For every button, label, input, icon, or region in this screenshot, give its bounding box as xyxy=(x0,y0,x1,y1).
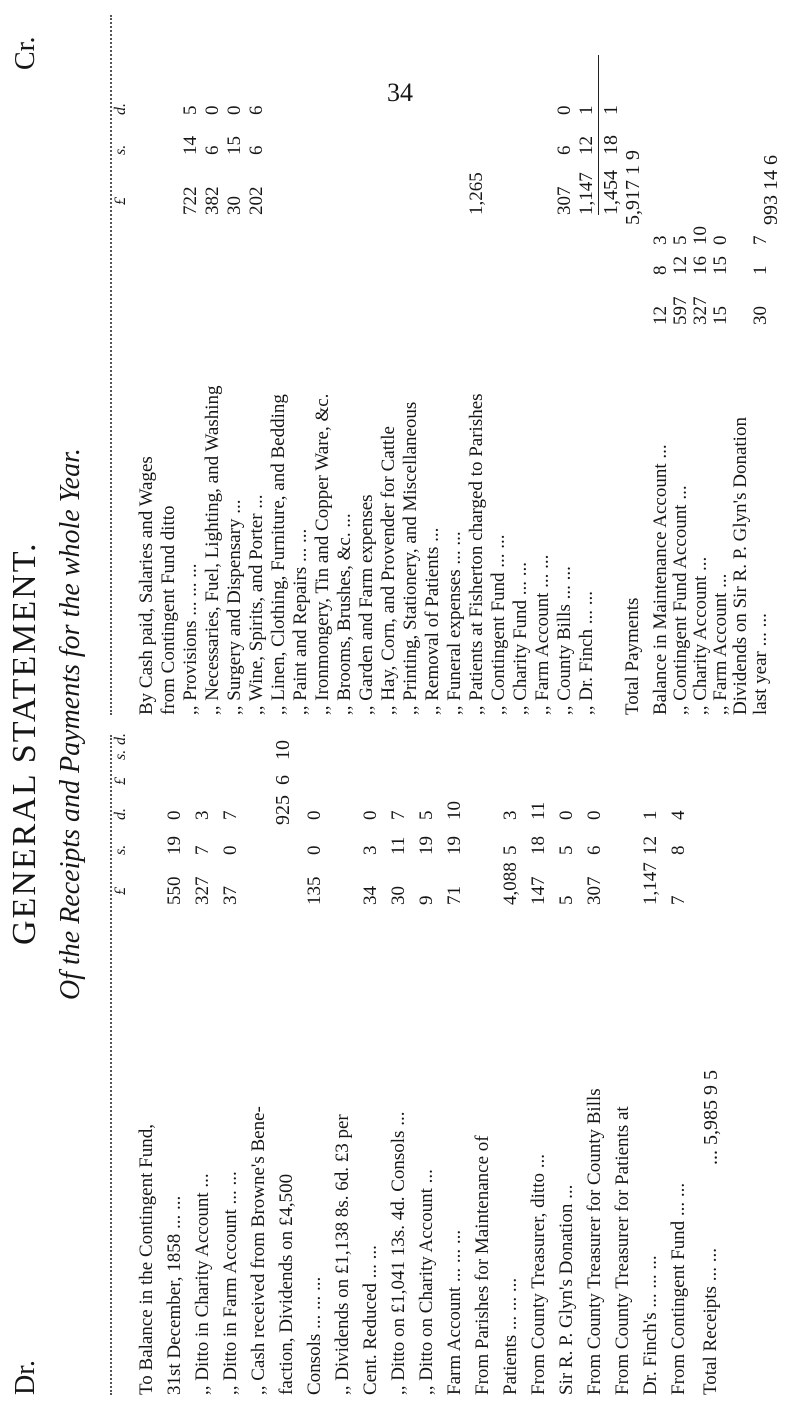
payments-header-shillings: s. xyxy=(112,144,129,155)
receipt-pounds: 327 xyxy=(192,876,213,905)
receipt-pence: 0 xyxy=(164,810,185,820)
balance-description: ,, Charity Account ... xyxy=(690,556,711,715)
receipts-header-shillings: s. xyxy=(112,844,129,855)
balance-shillings: 12 xyxy=(670,256,691,275)
balance-shillings: 16 xyxy=(690,256,711,275)
receipt-pounds: 307 xyxy=(584,876,605,905)
payment-shillings: 12 xyxy=(576,136,597,155)
payment-pence: 0 xyxy=(202,105,223,115)
receipt-shillings: 19 xyxy=(416,836,437,855)
receipts-subtotal-pence: 10 xyxy=(272,740,294,760)
receipt-description: ,, Ditto in Charity Account ... xyxy=(192,1173,213,1395)
receipt-pounds: 5 xyxy=(556,895,577,905)
receipt-shillings: 3 xyxy=(360,845,381,855)
receipt-description: ,, Cash received from Browne's Bene- xyxy=(248,1106,269,1395)
payment-description: ,, Linen, Clothing, Furniture, and Bedding xyxy=(268,394,289,715)
balance-description: Dividends on Sir R. P. Glyn's Donation xyxy=(730,417,751,715)
receipt-shillings: 19 xyxy=(444,836,465,855)
receipt-shillings: 5 xyxy=(500,845,521,855)
payment-description: ,, Funeral expenses ... ... xyxy=(444,531,465,715)
receipt-pounds: 37 xyxy=(220,886,241,905)
payments-header-pounds: £ xyxy=(112,197,129,205)
balance-pounds: 12 xyxy=(650,306,671,325)
receipt-description: From County Treasurer for Patients at xyxy=(612,1106,633,1395)
receipts-total-header-pence: d. xyxy=(112,733,129,745)
payment-pounds: 1,265 xyxy=(466,172,487,215)
payment-shillings: 15 xyxy=(224,136,245,155)
receipt-pounds: 147 xyxy=(528,876,549,905)
receipt-description: To Balance in the Contingent Fund, xyxy=(136,1124,157,1395)
payments-total-label: Total Payments xyxy=(622,597,643,715)
receipt-description: ,, Ditto on Charity Account ... xyxy=(416,1169,437,1395)
grand-total-value: 993 14 6 xyxy=(760,155,782,225)
payment-shillings: 6 xyxy=(246,145,267,155)
payment-shillings: 6 xyxy=(202,145,223,155)
receipt-description: From Contingent Fund ... ... xyxy=(668,1182,689,1395)
credit-corner-label: Cr. xyxy=(10,36,41,70)
payment-description: ,, Patients at Fisherton charged to Parishes xyxy=(466,393,487,715)
receipts-total-label: Total Receipts ... ... xyxy=(700,1248,721,1395)
payment-pounds: 30 xyxy=(224,196,245,215)
receipt-pence: 1 xyxy=(640,810,661,820)
receipt-pounds: 1,147 xyxy=(640,862,661,905)
payment-pence: 5 xyxy=(180,105,201,115)
receipt-pence: 3 xyxy=(192,810,213,820)
receipt-pounds: 550 xyxy=(164,876,185,905)
balance-pounds: 30 xyxy=(750,306,771,325)
receipt-shillings: 6 xyxy=(584,845,605,855)
receipts-header-pounds: £ xyxy=(112,887,129,895)
payment-pounds: 722 xyxy=(180,186,201,215)
balance-description: ,, Contingent Fund Account ... xyxy=(670,485,691,715)
receipt-pence: 0 xyxy=(556,810,577,820)
receipt-description: From Parishes for Maintenance of xyxy=(472,1135,493,1395)
balance-description: last year ... ... xyxy=(750,613,771,715)
receipt-shillings: 7 xyxy=(192,845,213,855)
receipt-pence: 7 xyxy=(220,810,241,820)
page-number: 34 xyxy=(387,78,413,107)
balance-pence: 7 xyxy=(750,235,771,245)
receipt-pounds: 34 xyxy=(360,886,381,905)
receipt-pence: 5 xyxy=(416,810,437,820)
receipt-description: faction, Dividends on £4,500 xyxy=(276,1173,297,1395)
payment-description: ,, Brooms, Brushes, &c. ... xyxy=(334,513,355,715)
payment-pounds: 307 xyxy=(554,186,575,215)
payment-description: ,, Farm Account ... ... xyxy=(532,554,553,715)
payments-column-total-pounds: 1,454 xyxy=(600,170,622,215)
payments-column-total-pence: 1 xyxy=(600,105,622,115)
payment-description: ,, Removal of Patients ... xyxy=(422,527,443,715)
statement-title: GENERAL STATEMENT. xyxy=(6,541,43,945)
payment-description: ,, Dr. Finch ... ... xyxy=(576,590,597,715)
payment-description: ,, Paint and Repairs ... ... xyxy=(290,528,311,715)
balance-pence: 3 xyxy=(650,235,671,245)
receipt-description: Farm Account ... ... ... xyxy=(444,1229,465,1395)
receipt-shillings: 18 xyxy=(528,836,549,855)
payment-description: ,, Necessaries, Fuel, Lighting, and Washing xyxy=(202,385,223,715)
receipt-description: From County Treasurer, ditto ... xyxy=(528,1154,549,1395)
balance-pence: 0 xyxy=(710,235,731,245)
receipts-separator xyxy=(110,735,112,1395)
balance-pounds: 327 xyxy=(690,296,711,325)
receipts-subtotal-pounds: 925 xyxy=(272,795,294,825)
receipt-description: ,, Dividends on £1,138 8s. 6d. £3 per xyxy=(332,1114,353,1395)
payment-description: ,, Surgery and Dispensary ... xyxy=(224,499,245,715)
receipts-total-header-shillings: s. xyxy=(112,749,129,760)
payment-pence: 6 xyxy=(246,105,267,115)
payments-column-total-shillings: 18 xyxy=(600,135,622,155)
receipt-pounds: 30 xyxy=(388,886,409,905)
payment-description: By Cash paid, Salaries and Wages xyxy=(136,456,157,715)
receipt-shillings: 0 xyxy=(304,845,325,855)
receipts-total-header-pounds: £ xyxy=(112,777,129,785)
payment-description: from Contingent Fund ditto xyxy=(158,505,179,715)
receipt-pence: 11 xyxy=(528,801,549,820)
balance-pounds: 15 xyxy=(710,306,731,325)
payment-pounds: 202 xyxy=(246,186,267,215)
receipt-pence: 0 xyxy=(360,810,381,820)
payment-description: ,, Provisions ... ... ... xyxy=(180,563,201,715)
payments-header-pence: d. xyxy=(112,103,129,115)
payment-description: ,, Wine, Spirits, and Porter ... xyxy=(246,494,267,715)
payment-description: ,, Charity Fund ... ... xyxy=(510,561,531,715)
payment-description: ,, Garden and Farm expenses xyxy=(356,494,377,715)
payment-pounds: 1,147 xyxy=(576,172,597,215)
payment-description: ,, Hay, Corn, and Provender for Cattle xyxy=(378,426,399,715)
receipt-description: Consols ... ... ... xyxy=(304,1276,325,1395)
balance-description: ,, Farm Account ... xyxy=(710,573,731,715)
receipts-header-pence: d. xyxy=(112,808,129,820)
receipt-description: Sir R. P. Glyn's Donation ... xyxy=(556,1184,577,1395)
receipt-description: 31st December, 1858 ... ... xyxy=(164,1195,185,1395)
receipt-description: Dr. Finch's ... ... ... xyxy=(640,1255,661,1395)
balance-description: Balance in Maintenance Account ... xyxy=(650,444,671,715)
payment-shillings: 6 xyxy=(554,145,575,155)
balance-shillings: 15 xyxy=(710,256,731,275)
payment-description: ,, Printing, Stationery, and Miscellaneous xyxy=(400,401,421,715)
receipt-pounds: 7 xyxy=(668,895,689,905)
receipt-shillings: 0 xyxy=(220,845,241,855)
receipt-pounds: 9 xyxy=(416,895,437,905)
balance-shillings: 8 xyxy=(650,265,671,275)
payments-total-value: 5,917 1 9 xyxy=(622,150,644,225)
receipt-pence: 10 xyxy=(444,801,465,820)
receipt-shillings: 5 xyxy=(556,845,577,855)
payment-description: ,, County Bills ... ... xyxy=(554,566,575,715)
receipt-pence: 0 xyxy=(304,810,325,820)
receipt-shillings: 11 xyxy=(388,836,409,855)
payment-description: ,, Contingent Fund ... ... xyxy=(488,534,509,715)
payments-separator xyxy=(110,15,112,715)
receipt-shillings: 12 xyxy=(640,836,661,855)
payment-pence: 1 xyxy=(576,105,597,115)
statement-subtitle: Of the Receipts and Payments for the whole Year. xyxy=(55,448,86,1000)
payments-total-rule xyxy=(598,55,599,215)
balance-pence: 5 xyxy=(670,235,691,245)
receipt-description: Patients ... ... ... xyxy=(500,1277,521,1395)
receipts-subtotal-shillings: 6 xyxy=(272,775,294,785)
payment-pence: 0 xyxy=(554,105,575,115)
debit-corner-label: Dr. xyxy=(10,1360,41,1395)
receipt-description: From County Treasurer for County Bills xyxy=(584,1088,605,1395)
receipt-shillings: 19 xyxy=(164,836,185,855)
payment-pounds: 382 xyxy=(202,186,223,215)
receipts-total-value: ... 5,985 9 5 xyxy=(700,1070,722,1165)
receipt-pence: 7 xyxy=(388,810,409,820)
receipt-description: ,, Ditto in Farm Account ... ... xyxy=(220,1171,241,1395)
payment-shillings: 14 xyxy=(180,136,201,155)
receipt-pence: 4 xyxy=(668,810,689,820)
receipt-shillings: 8 xyxy=(668,845,689,855)
receipt-description: ,, Ditto on £1,041 13s. 4d. Consols ... xyxy=(388,1111,409,1395)
receipt-description: Cent. Reduced ... ... xyxy=(360,1245,381,1395)
receipt-pence: 3 xyxy=(500,810,521,820)
payment-description: ,, Ironmongery, Tin and Copper Ware, &c. xyxy=(312,393,333,715)
receipt-pounds: 135 xyxy=(304,876,325,905)
balance-pounds: 597 xyxy=(670,296,691,325)
receipt-pounds: 4,088 xyxy=(500,862,521,905)
receipt-pounds: 71 xyxy=(444,886,465,905)
receipt-pence: 0 xyxy=(584,810,605,820)
payment-pence: 0 xyxy=(224,105,245,115)
balance-shillings: 1 xyxy=(750,265,771,275)
balance-pence: 10 xyxy=(690,226,711,245)
